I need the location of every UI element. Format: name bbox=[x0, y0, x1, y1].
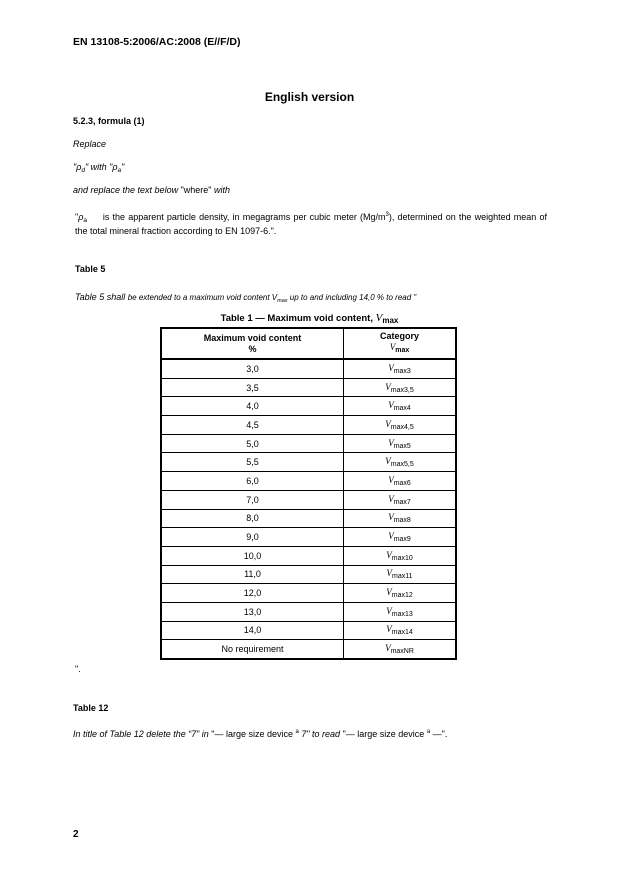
void-content-value: 11,0 bbox=[161, 565, 344, 584]
void-content-value: 3,0 bbox=[161, 359, 344, 378]
table-row bbox=[161, 565, 456, 584]
rho-subscript-d: d bbox=[81, 167, 85, 174]
max-void-content-table bbox=[160, 327, 457, 660]
definition-text-part2: ), determined on the weighted mean of the total mineral fraction according to EN 1097-6.". bbox=[75, 212, 547, 236]
v-symbol: V bbox=[388, 362, 394, 373]
v-subscript: max7 bbox=[393, 498, 411, 506]
end-quote: ". bbox=[75, 664, 81, 674]
category-value bbox=[344, 584, 457, 603]
category-value bbox=[344, 621, 457, 640]
replacement-definition bbox=[75, 210, 547, 237]
header-max-void-content bbox=[161, 328, 344, 359]
v-symbol: V bbox=[388, 437, 394, 448]
table12-instruction-part4: to read bbox=[309, 729, 343, 739]
v-subscript: max10 bbox=[391, 554, 413, 562]
rho-symbol: ρ bbox=[112, 162, 118, 172]
rho-subscript-a: a bbox=[117, 167, 122, 174]
header-symbol-line bbox=[344, 342, 455, 356]
void-content-value: 12,0 bbox=[161, 584, 344, 603]
v-symbol: V bbox=[386, 568, 392, 579]
table5-instruction-part2: be extended to a maximum void content V bbox=[127, 293, 278, 302]
quote-mark: " bbox=[121, 162, 125, 172]
table-row bbox=[161, 434, 456, 453]
table-row bbox=[161, 621, 456, 640]
table-row bbox=[161, 378, 456, 397]
replace-instruction: Replace bbox=[73, 139, 107, 149]
table-row bbox=[161, 359, 456, 378]
v-symbol: V bbox=[386, 605, 392, 616]
table5-instruction-sub: max bbox=[277, 298, 288, 304]
where-word: "where" bbox=[180, 185, 212, 195]
table5-instruction-part1: Table 5 shall bbox=[75, 292, 128, 302]
void-content-value: 4,0 bbox=[161, 397, 344, 416]
table-row bbox=[161, 490, 456, 509]
replace-text-part1: and replace the text below bbox=[73, 185, 181, 195]
category-value bbox=[344, 602, 457, 621]
v-symbol: V bbox=[385, 643, 391, 654]
table12-instruction-part6: —". bbox=[430, 729, 448, 739]
category-value bbox=[344, 472, 457, 491]
definition-text-part1: is the apparent particle density, in megagrams per cubic meter (Mg/m bbox=[86, 212, 386, 222]
superscript-3: 3 bbox=[385, 212, 389, 218]
v-symbol: V bbox=[385, 381, 391, 392]
table12-instruction-part5: "— large size device bbox=[342, 729, 427, 739]
category-value bbox=[344, 546, 457, 565]
v-symbol: V bbox=[385, 418, 391, 429]
category-value bbox=[344, 528, 457, 547]
category-value bbox=[344, 640, 457, 659]
v-symbol: V bbox=[389, 342, 396, 352]
rho-subscript-a: a bbox=[83, 217, 87, 224]
table12-instruction-part3: 7" bbox=[298, 729, 310, 739]
v-subscript: max9 bbox=[393, 536, 411, 544]
table-header-row bbox=[161, 328, 456, 359]
v-subscript: max8 bbox=[393, 517, 411, 525]
v-subscript: max12 bbox=[391, 592, 413, 600]
v-subscript: max14 bbox=[391, 629, 413, 637]
table5-label: Table 5 bbox=[75, 264, 106, 274]
void-content-value: No requirement bbox=[161, 640, 344, 659]
quote-mark: " bbox=[75, 212, 79, 222]
void-content-value: 5,0 bbox=[161, 434, 344, 453]
superscript-a: a bbox=[426, 729, 431, 735]
table-row bbox=[161, 453, 456, 472]
rho-symbol: ρ bbox=[76, 162, 82, 172]
table-row bbox=[161, 509, 456, 528]
table12-instruction bbox=[73, 729, 447, 739]
table-row bbox=[161, 397, 456, 416]
v-symbol: V bbox=[385, 456, 391, 467]
v-symbol: V bbox=[386, 624, 392, 635]
v-symbol: V bbox=[386, 587, 392, 598]
header-line: Maximum void content bbox=[203, 332, 302, 343]
table-row bbox=[161, 472, 456, 491]
v-symbol: V bbox=[388, 400, 394, 411]
v-subscript: maxNR bbox=[390, 648, 414, 656]
table12-label: Table 12 bbox=[73, 703, 109, 713]
replace-text-part2: with bbox=[211, 185, 230, 195]
void-content-value: 8,0 bbox=[161, 509, 344, 528]
with-text: " with " bbox=[84, 162, 113, 172]
void-content-value: 5,5 bbox=[161, 453, 344, 472]
v-subscript: max6 bbox=[393, 479, 411, 487]
table-row bbox=[161, 640, 456, 659]
header-unit: % bbox=[248, 343, 257, 354]
version-title: English version bbox=[264, 90, 355, 104]
table5-instruction bbox=[75, 292, 416, 304]
void-content-value: 9,0 bbox=[161, 528, 344, 547]
table-title bbox=[0, 312, 619, 325]
document-id-header: EN 13108-5:2006/AC:2008 (E//F/D) bbox=[73, 36, 241, 48]
v-symbol: V bbox=[388, 493, 394, 504]
table-row bbox=[161, 546, 456, 565]
table-title-text: Table 1 — Maximum void content, bbox=[220, 313, 376, 324]
v-subscript: max3,5 bbox=[390, 386, 414, 394]
table-row bbox=[161, 528, 456, 547]
v-symbol: V bbox=[388, 531, 394, 542]
v-symbol: V bbox=[386, 549, 392, 560]
category-value bbox=[344, 453, 457, 472]
superscript-a: a bbox=[295, 729, 299, 735]
v-subscript: max13 bbox=[391, 610, 413, 618]
v-subscript: max4 bbox=[393, 405, 411, 413]
v-subscript: max5,5 bbox=[390, 461, 414, 469]
void-content-value: 13,0 bbox=[161, 602, 344, 621]
void-content-value: 4,5 bbox=[161, 416, 344, 435]
v-subscript: max5 bbox=[393, 442, 411, 450]
table-row bbox=[161, 602, 456, 621]
v-subscript: max4,5 bbox=[390, 423, 414, 431]
v-symbol: V bbox=[388, 474, 394, 485]
v-subscript: max11 bbox=[392, 573, 413, 581]
section-heading-5-2-3: 5.2.3, formula (1) bbox=[73, 116, 145, 126]
category-value bbox=[344, 509, 457, 528]
replace-text-below-line bbox=[73, 185, 230, 195]
page-number: 2 bbox=[73, 829, 79, 840]
table12-instruction-part1: In title of Table 12 delete the “7” in bbox=[73, 729, 212, 739]
category-value bbox=[344, 416, 457, 435]
category-value bbox=[344, 490, 457, 509]
category-value bbox=[344, 378, 457, 397]
rho-symbol: ρ bbox=[78, 212, 84, 222]
category-value bbox=[344, 565, 457, 584]
v-subscript: max bbox=[395, 347, 410, 354]
table-row bbox=[161, 416, 456, 435]
category-value bbox=[344, 434, 457, 453]
category-value bbox=[344, 397, 457, 416]
category-value bbox=[344, 359, 457, 378]
table-row bbox=[161, 584, 456, 603]
header-line: Category bbox=[379, 331, 419, 341]
table5-instruction-part3: up to and including 14,0 % to read " bbox=[287, 293, 417, 302]
void-content-value: 10,0 bbox=[161, 546, 344, 565]
table-title-symbol: V bbox=[375, 312, 383, 324]
header-category bbox=[344, 328, 457, 359]
void-content-value: 3,5 bbox=[161, 378, 344, 397]
void-content-value: 7,0 bbox=[161, 490, 344, 509]
v-symbol: V bbox=[388, 512, 394, 523]
quote-mark: " bbox=[73, 162, 77, 172]
void-content-value: 14,0 bbox=[161, 621, 344, 640]
table12-instruction-part2: "— large size device bbox=[211, 729, 296, 739]
replace-with-line bbox=[73, 162, 124, 174]
void-content-value: 6,0 bbox=[161, 472, 344, 491]
table-title-subscript: max bbox=[382, 316, 399, 325]
v-subscript: max3 bbox=[393, 367, 411, 375]
